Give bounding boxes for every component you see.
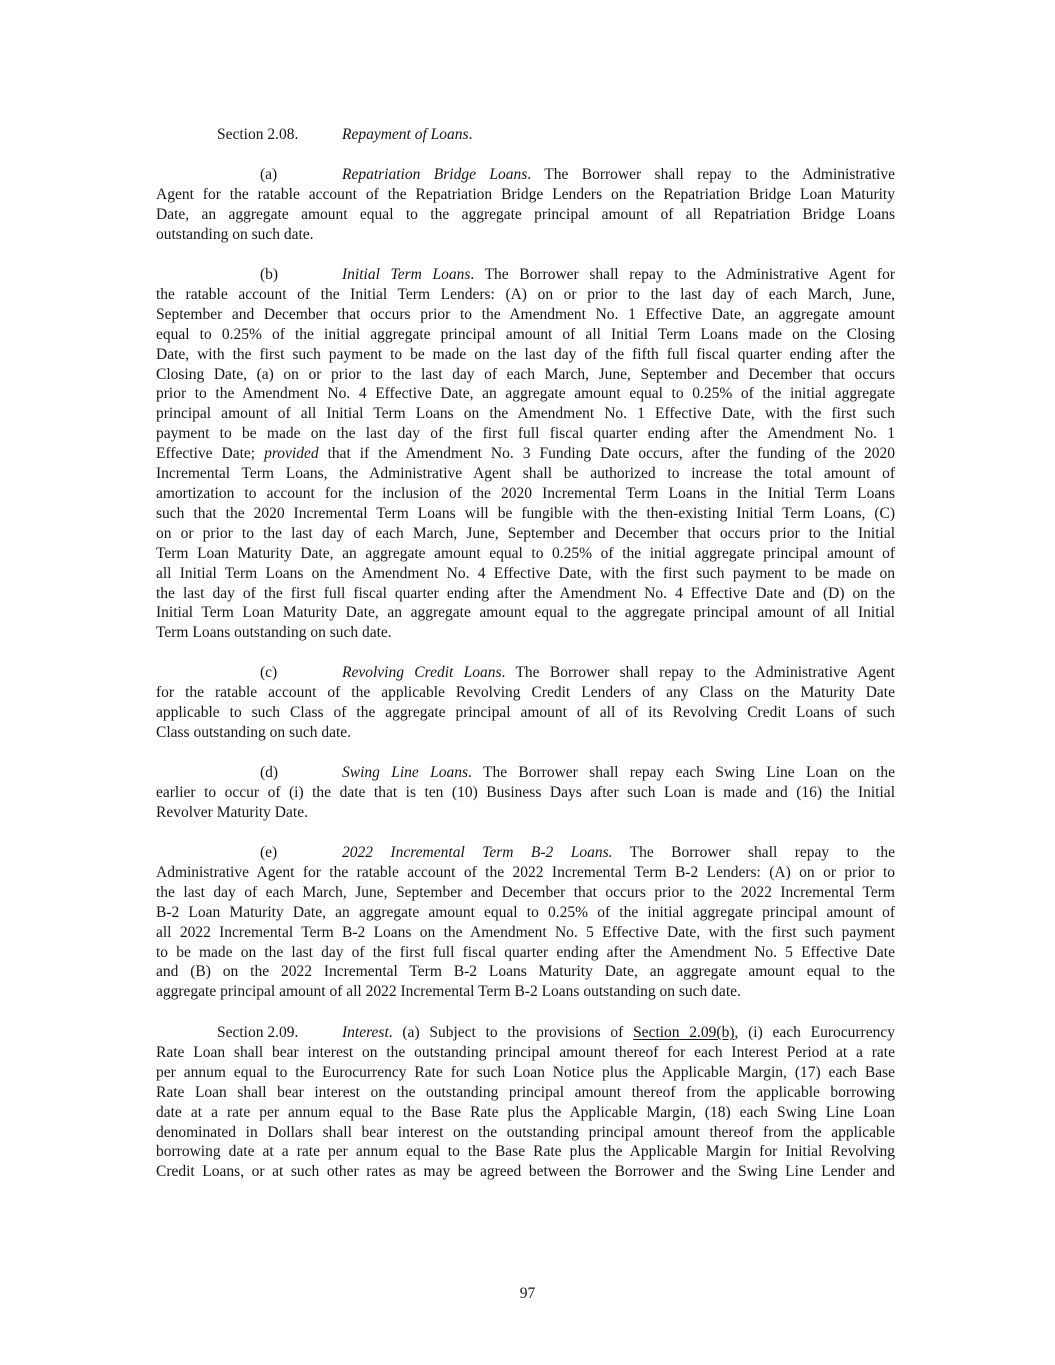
text-line: prior to the Amendment No. 4 Effective Date, an aggregate amount equal to 0.25% of the initial aggregate: [156, 385, 895, 403]
text-line: all 2022 Incremental Term B-2 Loans on the Amendment No. 5 Effective Date, with the first such payment: [156, 923, 895, 941]
text-line: Class outstanding on such date.: [156, 723, 352, 741]
section-title-period: .: [468, 126, 473, 143]
text-line: the last day of the first full fiscal quarter ending after the Amendment No. 4 Effective Date and (D) on the: [156, 584, 895, 602]
text-line: equal to 0.25% of the initial aggregate principal amount of all Initial Term Loans made on the Closing: [156, 325, 895, 343]
first-line-text: [342, 1023, 895, 1043]
text-line: Closing Date, (a) on or prior to the last day of each March, June, September and December that occurs: [156, 365, 895, 383]
text-line: Term Loans outstanding on such date.: [156, 624, 392, 642]
paragraph-first-line: [156, 763, 895, 783]
section-2-08-heading: [156, 125, 895, 145]
paragraph-first-line: [156, 265, 895, 285]
text-line: principal amount of all Initial Term Loans on the Amendment No. 1 Effective Date, with the first such: [156, 405, 895, 423]
first-line-text: [342, 663, 895, 683]
text-line: such that the 2020 Incremental Term Loans will be fungible with the then-existing Initial Term Loans, (C): [156, 504, 895, 522]
paragraph-c-revolving-credit-loans: [156, 663, 895, 743]
text-line: the ratable account of the Initial Term Lenders: (A) on or prior to the last day of each March, June,: [156, 285, 895, 303]
text-line: Revolver Maturity Date.: [156, 803, 308, 821]
paragraph-first-line: [156, 1023, 895, 1043]
text-line: Incremental Term Loans, the Administrative Agent shall be authorized to increase the total amount of: [156, 465, 895, 483]
text-line: applicable to such Class of the aggregate principal amount of all of its Revolving Credit Loans of such: [156, 703, 895, 721]
paragraph-e-incremental-term-b2-loans: [156, 843, 895, 1002]
italic-run: provided: [264, 445, 319, 463]
text-line: B-2 Loan Maturity Date, an aggregate amount equal to 0.25% of the initial aggregate principal amount of: [156, 903, 895, 921]
paragraph-first-line: [156, 663, 895, 683]
text-line: denominated in Dollars shall bear interest on the outstanding principal amount thereof from the applicable: [156, 1123, 895, 1141]
paragraph-b-initial-term-loans: [156, 265, 895, 643]
paragraph-d-swing-line-loans: [156, 763, 895, 823]
text-line: per annum equal to the Eurocurrency Rate for such Loan Notice plus the Applicable Margin, (17) each Base: [156, 1063, 895, 1081]
paragraph-heading: Revolving Credit Loans: [342, 664, 502, 681]
text-line: for the ratable account of the applicable Revolving Credit Lenders of any Class on the Maturity Date: [156, 683, 895, 701]
text-line: Date, an aggregate amount equal to the aggregate principal amount of all Repatriation Bridge Loans: [156, 205, 895, 223]
text-line: Date, with the first such payment to be made on the last day of the fifth full fiscal quarter ending after the: [156, 345, 895, 363]
paragraph-label: (e): [260, 844, 278, 861]
paragraph-first-line: [156, 165, 895, 185]
section-title: Repayment of Loans: [342, 126, 469, 143]
text-line: Initial Term Loan Maturity Date, an aggregate amount equal to the aggregate principal amount of all Initial: [156, 604, 895, 622]
text-line: all Initial Term Loans on the Amendment No. 4 Effective Date, with the first such payment to be made on: [156, 564, 895, 582]
text-line: on or prior to the last day of each March, June, September and December that occurs prior to the Initial: [156, 524, 895, 542]
text-line: Credit Loans, or at such other rates as may be agreed between the Borrower and the Swing Line Lender and: [156, 1163, 895, 1181]
text-line: date at a rate per annum equal to the Base Rate plus the Applicable Margin, (18) each Swing Line Loan: [156, 1103, 895, 1121]
text-run: Effective Date;: [156, 445, 265, 463]
text-line: Rate Loan shall bear interest on the outstanding principal amount thereof for each Interest Period at a rate: [156, 1043, 895, 1061]
text-line: Agent for the ratable account of the Repatriation Bridge Lenders on the Repatriation Bridge Loan Maturity: [156, 185, 895, 203]
page-number: 97: [519, 1285, 536, 1302]
text-run: that if the Amendment No. 3 Funding Date occurs, after the funding of the 2020: [318, 445, 895, 463]
text-line: outstanding on such date.: [156, 225, 314, 243]
text-run: . The Borrower shall repay to the Administrative: [527, 166, 895, 183]
first-line-text: [342, 265, 895, 285]
paragraph-heading: Repatriation Bridge Loans: [342, 166, 528, 183]
paragraph-label: (a): [260, 166, 278, 183]
paragraph-label: Section 2.09.: [217, 1024, 299, 1041]
text-line: aggregate principal amount of all 2022 Incremental Term B-2 Loans outstanding on such date.: [156, 983, 741, 1001]
text-line: amortization to account for the inclusion of the 2020 Incremental Term Loans in the Initial Term Loans: [156, 484, 895, 502]
text-line: Rate Loan shall bear interest on the outstanding principal amount thereof from the applicable borrowing: [156, 1083, 895, 1101]
text-line: earlier to occur of (i) the date that is ten (10) Business Days after such Loan is made and (16) the Initial: [156, 783, 895, 801]
paragraph-heading: 2022 Incremental Term B-2 Loans.: [342, 844, 613, 861]
text-line: to be made on the last day of the first full fiscal quarter ending after the Amendment No. 5 Effective Date: [156, 943, 895, 961]
text-line: the last day of each March, June, September and December that occurs prior to the 2022 Incremental Term: [156, 883, 895, 901]
text-line: September and December that occurs prior to the Amendment No. 1 Effective Date, an aggregate amount: [156, 305, 895, 323]
text-run: . The Borrower shall repay each Swing Line Loan on the: [468, 764, 895, 781]
text-line: and (B) on the 2022 Incremental Term B-2 Loans Maturity Date, an aggregate amount equal to the: [156, 963, 895, 981]
text-line: payment to be made on the last day of the first full fiscal quarter ending after the Amendment No. 1: [156, 425, 895, 443]
first-line-text: [342, 843, 895, 863]
first-line-text: [342, 763, 895, 783]
paragraph-heading: Swing Line Loans: [342, 764, 469, 781]
paragraph-a-repatriation-bridge-loans: [156, 165, 895, 245]
section-2-09-interest: [156, 1023, 895, 1182]
paragraph-label: (b): [260, 266, 279, 283]
paragraph-first-line: [156, 843, 895, 863]
paragraph-heading: Initial Term Loans: [342, 266, 471, 283]
text-line: borrowing date at a rate per annum equal to the Base Rate plus the Applicable Margin for Initial Revolving: [156, 1143, 895, 1161]
text-line: Administrative Agent for the ratable account of the 2022 Incremental Term B-2 Lenders: (A) on or prior to: [156, 863, 895, 881]
first-line-text: [342, 165, 895, 185]
text-line: [156, 444, 895, 464]
text-run: . (a) Subject to the provisions of: [388, 1024, 634, 1041]
paragraph-label: (c): [260, 664, 278, 681]
text-line: Term Loan Maturity Date, an aggregate amount equal to 0.25% of the initial aggregate principal amount of: [156, 544, 895, 562]
cross-reference: Section 2.09(b): [633, 1024, 735, 1041]
text-run: . The Borrower shall repay to the Administrative Agent: [501, 664, 895, 681]
text-run: The Borrower shall repay to the: [612, 844, 895, 861]
paragraph-heading: Interest: [342, 1024, 389, 1041]
paragraph-label: (d): [260, 764, 279, 781]
text-run: . The Borrower shall repay to the Administrative Agent for: [470, 266, 896, 283]
section-number: Section 2.08.: [217, 126, 299, 143]
text-run: , (i) each Eurocurrency: [734, 1024, 895, 1041]
